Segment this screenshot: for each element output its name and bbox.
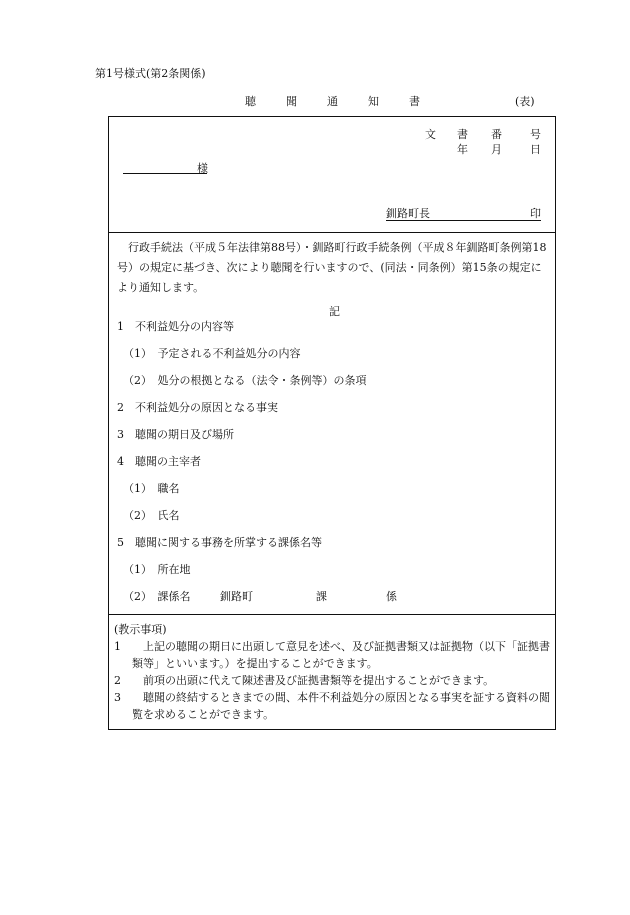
notes-divider [109,614,555,615]
instructions-section [114,621,552,723]
addressee-suffix: 様 [197,162,208,175]
ki-heading: 記 [329,305,340,318]
form-number-label: 第1号様式(第2条関係) [95,67,206,80]
item-5: 5 聴聞に関する事務を所掌する課係名等 [117,536,322,549]
note-number: 2 [114,674,121,687]
note-item [114,672,552,689]
docno-char: 文 [425,128,436,141]
issuer-label: 釧路町長 [386,207,430,220]
title-char: 通 [327,95,338,108]
title-char: 聴 [245,95,256,108]
notice-form-frame [108,116,556,730]
item-4-1: （1） 職名 [123,482,180,495]
title-char: 書 [409,95,420,108]
title-char: 知 [368,95,379,108]
note-text: 前項の出頭に代えて陳述書及び証拠書類等を提出することができます。 [143,674,495,687]
day-char: 日 [530,143,541,156]
item-5-2-ka: 課 [316,590,327,603]
header-divider [109,232,555,233]
notes-title: (教示事項) [114,623,167,636]
addressee-underline [123,173,207,174]
intro-paragraph: 行政手続法（平成５年法律第88号）・釧路町行政手続条例（平成８年釧路町条例第18号）の規定に基づき、次により聴聞を行いますので、(同法・同条例）第15条の規定により通知します。 [117,241,547,294]
date-label [109,144,557,156]
note-number: 1 [114,640,121,653]
front-side-label: (表) [515,95,535,108]
note-item [114,689,552,723]
docno-char: 号 [530,128,541,141]
item-1-2: （2） 処分の根拠となる（法令・条例等）の条項 [123,374,367,387]
note-text: 聴聞の終結するときまでの間、本件不利益処分の原因となる事実を証する資料の閲覧を求めることができます。 [132,691,550,721]
item-5-2-town: 釧路町 [220,590,253,603]
item-5-2-kakari: 係 [386,590,397,603]
item-5-1: （1） 所在地 [123,563,191,576]
note-number: 3 [114,691,121,704]
docno-char: 書 [457,128,468,141]
note-text: 上記の聴聞の期日に出頭して意見を述べ、及び証拠書類又は証拠物（以下「証拠書類等」といいます。）を提出することができます。 [132,640,550,670]
item-4-2: （2） 氏名 [123,509,180,522]
docno-char: 番 [491,128,502,141]
item-5-2-prefix: （2） 課係名 [123,590,191,603]
item-1: 1 不利益処分の内容等 [117,320,234,333]
item-1-1: （1） 予定される不利益処分の内容 [123,347,301,360]
document-number-label [109,129,557,141]
year-char: 年 [457,143,468,156]
document-title [0,96,630,110]
month-char: 月 [491,143,502,156]
note-item [114,638,552,672]
item-3: 3 聴聞の期日及び場所 [117,428,234,441]
seal-mark: 印 [530,207,541,220]
item-4: 4 聴聞の主宰者 [117,455,201,468]
title-char: 聞 [286,95,297,108]
item-2: 2 不利益処分の原因となる事実 [117,401,278,414]
item-5-2 [123,591,543,603]
issuer-underline [386,220,541,221]
